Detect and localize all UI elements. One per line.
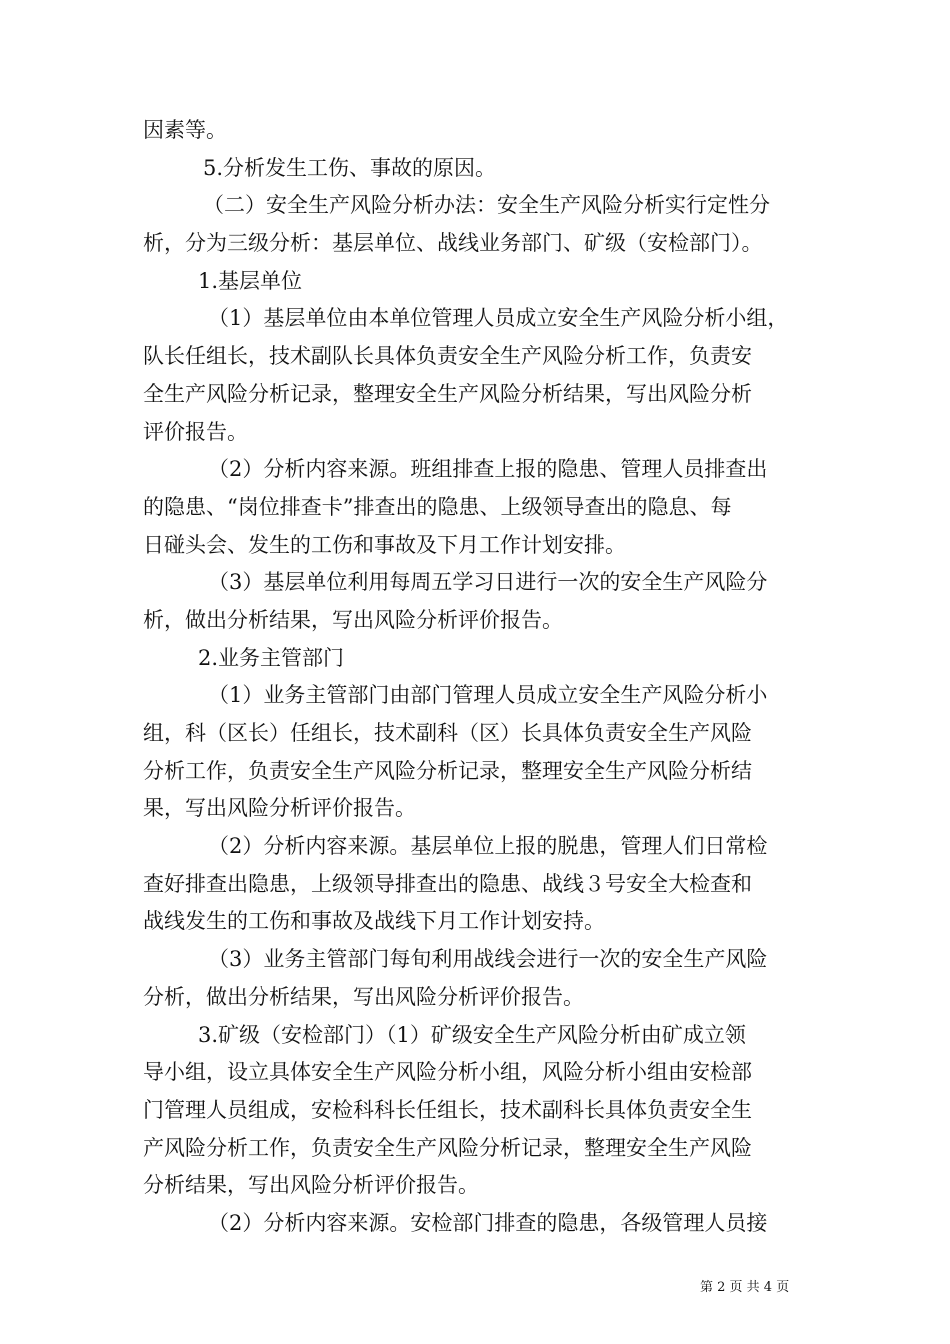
document-body	[143, 112, 808, 1243]
text-line: 门管理人员组成，安检科科长任组长，技术副科长具体负责安全生	[143, 1097, 752, 1122]
paragraph-start: （2）分析内容来源。基层单位上报的脱患，管理人们日常检	[208, 834, 768, 859]
subheading-mine-level: 3.矿级（安检部门）（1）矿级安全生产风险分析由矿成立领	[198, 1022, 746, 1047]
text-line: 析，分为三级分析：基层单位、战线业务部门、矿级（安检部门）。	[143, 231, 763, 256]
paragraph-start: （3）业务主管部门每旬利用战线会进行一次的安全生产风险	[208, 947, 768, 972]
subheading-business-department: 2.业务主管部门	[198, 645, 345, 670]
list-item-5: 5.分析发生工伤、事故的原因。	[203, 155, 497, 180]
text-line: 分析工作，负责安全生产风险分析记录，整理安全生产风险分析结	[143, 758, 752, 783]
paragraph-start: （2）分析内容来源。安检部门排查的隐患，各级管理人员接	[208, 1210, 768, 1235]
page-number: 第 2 页 共 4 页	[700, 1280, 790, 1295]
paragraph-start: （2）分析内容来源。班组排查上报的隐患、管理人员排查出	[208, 457, 768, 482]
subheading-basic-unit: 1.基层单位	[198, 268, 303, 293]
text-line: 果，写出风险分析评价报告。	[143, 796, 416, 821]
text-line: 日碰头会、发生的工伤和事故及下月工作计划安排。	[143, 532, 626, 557]
paragraph-start: （1）业务主管部门由部门管理人员成立安全生产风险分析小	[208, 683, 768, 708]
text-line: 分析结果，写出风险分析评价报告。	[143, 1173, 479, 1198]
text-line: 全生产风险分析记录，整理安全生产风险分析结果，写出风险分析	[143, 381, 752, 406]
section-heading-2: （二）安全生产风险分析办法：安全生产风险分析实行定性分	[203, 193, 770, 218]
text-line: 战线发生的工伤和事故及战线下月工作计划安持。	[143, 909, 605, 934]
text-line: 组，科（区长）任组长，技术副科（区）长具体负责安全生产风险	[143, 721, 752, 745]
text-line: 查好排查出隐患，上级领导排查出的隐患、战线３号安全大检查和	[143, 871, 752, 896]
text-line: 队长任组长，技术副队长具体负责安全生产风险分析工作，负责安	[143, 344, 752, 369]
text-line: 评价报告。	[143, 419, 248, 444]
text-line: 产风险分析工作，负责安全生产风险分析记录，整理安全生产风险	[143, 1135, 752, 1160]
text-line: 分析，做出分析结果，写出风险分析评价报告。	[143, 984, 584, 1009]
text-line: 的隐患、“岗位排查卡”排查出的隐患、上级领导查出的隐息、每	[143, 494, 732, 519]
text-line: 导小组，设立具体安全生产风险分析小组，风险分析小组由安检部	[143, 1060, 752, 1085]
paragraph-start: （3）基层单位利用每周五学习日进行一次的安全生产风险分	[208, 570, 768, 595]
paragraph-start: （1）基层单位由本单位管理人员成立安全生产风险分析小组，	[208, 306, 789, 331]
text-line: 因素等。	[143, 118, 227, 142]
text-line: 析，做出分析结果，写出风险分析评价报告。	[143, 607, 563, 632]
